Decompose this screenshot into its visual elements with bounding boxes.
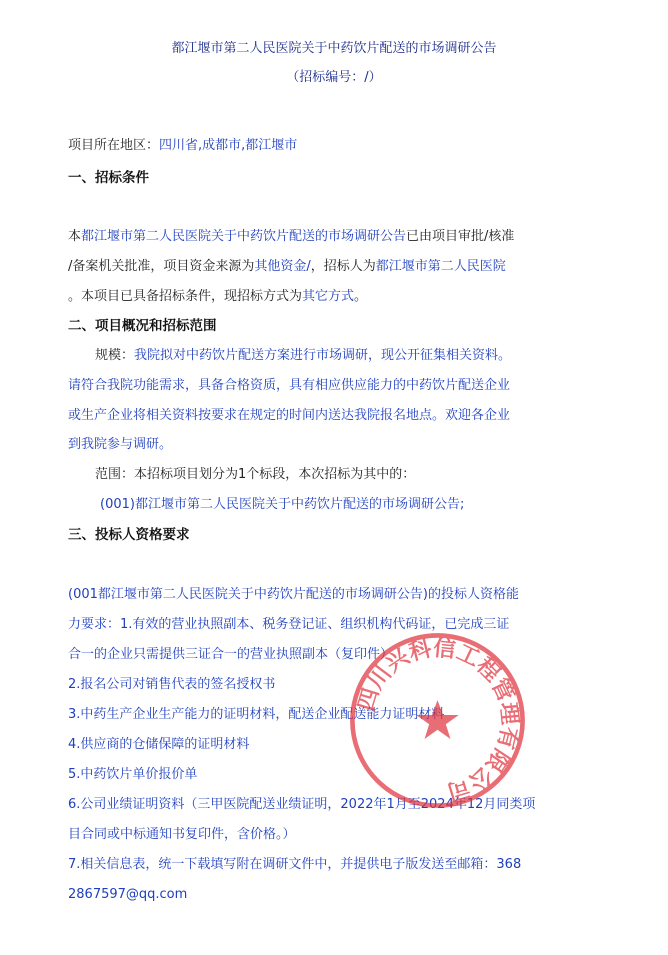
scale-label: 规模： xyxy=(95,348,135,363)
location-value: 四川省,成都市,都江堰市 xyxy=(159,138,298,153)
qualification-line: 7.相关信息表，统一下载填写附在调研文件中，并提供电子版发送至邮箱：368 xyxy=(68,857,522,872)
svg-text:四川兴科信工程管理有限公司: 四川兴科信工程管理有限公司 xyxy=(353,635,523,805)
qualification-line: 3.中药生产企业生产能力的证明材料，配送企业配送能力证明材料 xyxy=(68,707,445,722)
lot-line: (001)都江堰市第二人民医院关于中药饮片配送的市场调研公告; xyxy=(100,497,465,512)
scale-text: 我院拟对中药饮片配送方案进行市场调研，现公开征集相关资料。 xyxy=(134,348,512,363)
qualification-line: 合一的企业只需提供三证合一的营业执照副本（复印件） xyxy=(68,647,394,662)
section3-heading: 三、投标人资格要求 xyxy=(68,527,190,543)
qualification-line: 2.报名公司对销售代表的签名授权书 xyxy=(68,677,276,692)
section1-para-line3 xyxy=(68,288,367,306)
location-label: 项目所在地区： xyxy=(68,138,160,153)
fund-source: 其他资金/ xyxy=(254,259,311,274)
qualification-line: 2867597@qq.com xyxy=(68,887,188,902)
scale-line1 xyxy=(95,347,511,365)
company-seal-icon xyxy=(345,628,530,813)
section2-heading: 二、项目概况和招标范围 xyxy=(68,318,217,334)
location-line xyxy=(68,137,297,155)
text-segment: 已由项目审批/核准 xyxy=(406,229,515,244)
qualification-line: 6.公司业绩证明资料（三甲医院配送业绩证明，2022年1月至2024年12月同类项 xyxy=(68,797,536,812)
scale-line4: 到我院参与调研。 xyxy=(68,437,173,452)
scale-line3: 或生产企业将相关资料按要求在规定的时间内送达我院报名地点。欢迎各企业 xyxy=(68,408,511,423)
text-segment: /备案机关批准，项目资金来源为 xyxy=(68,259,255,274)
tenderer-name: 都江堰市第二人民医院 xyxy=(375,259,506,274)
section1-heading: 一、招标条件 xyxy=(68,170,149,186)
section1-para-line2 xyxy=(68,258,506,276)
text-segment: 。本项目已具备招标条件，现招标方式为 xyxy=(68,289,303,304)
qualification-line: 4.供应商的仓储保障的证明材料 xyxy=(68,737,250,752)
scope-line: 范围：本招标项目划分为1个标段，本次招标为其中的： xyxy=(95,467,416,482)
scale-line2: 请符合我院功能需求，具备合格资质，具有相应供应能力的中药饮片配送企业 xyxy=(68,378,511,393)
qualification-line: (001都江堰市第二人民医院关于中药饮片配送的市场调研公告)的投标人资格能 xyxy=(68,587,519,602)
text-segment: ，招标人为 xyxy=(310,259,376,274)
qualification-line: 5.中药饮片单价报价单 xyxy=(68,767,198,782)
qualification-line: 力要求：1.有效的营业执照副本、税务登记证、组织机构代码证，已完成三证 xyxy=(68,617,510,632)
section1-para-line1 xyxy=(68,228,514,246)
text-segment: 。 xyxy=(354,289,368,304)
text-segment: 本 xyxy=(68,229,82,244)
tender-method: 其它方式 xyxy=(302,289,355,304)
qualification-line: 目合同或中标通知书复印件，含价格。） xyxy=(68,827,296,842)
tender-number: （招标编号：/） xyxy=(286,70,382,85)
document-title: 都江堰市第二人民医院关于中药饮片配送的市场调研公告 xyxy=(171,41,497,56)
project-name: 都江堰市第二人民医院关于中药饮片配送的市场调研公告 xyxy=(81,229,407,244)
